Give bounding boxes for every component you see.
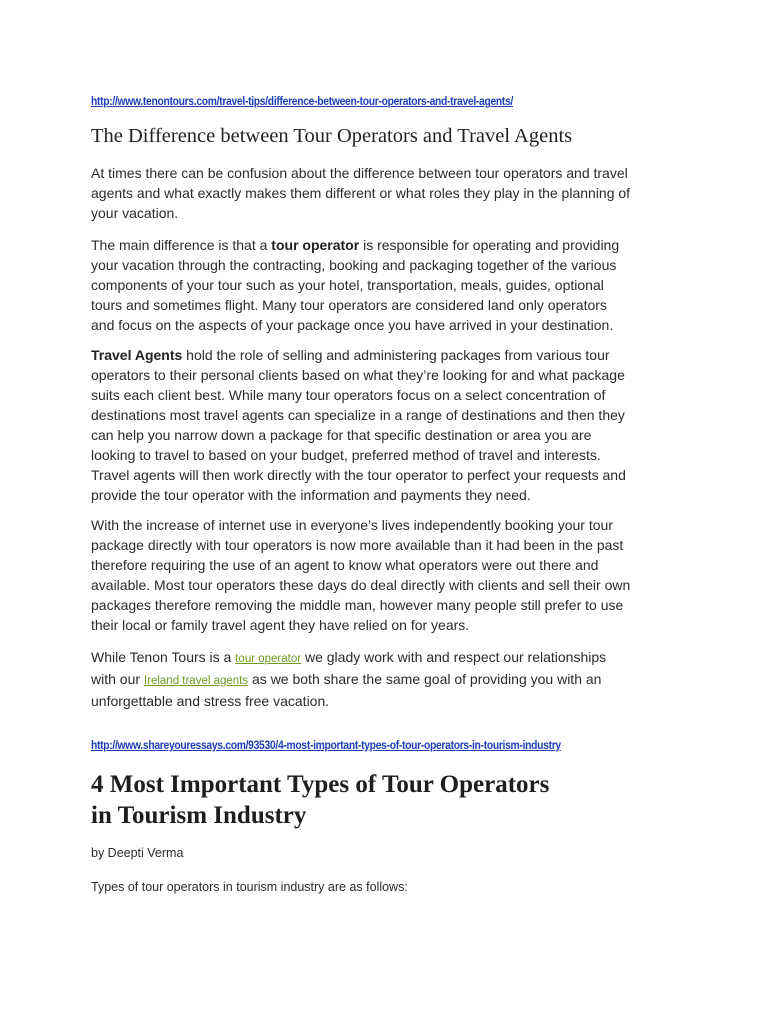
ireland-travel-agents-link[interactable]: Ireland travel agents <box>143 675 249 687</box>
source-link-tenontours[interactable]: http://www.tenontours.com/travel-tips/difference-between-tour-operators-and-travel-agents/ <box>91 94 514 108</box>
text-line: unforgettable and stress free vacation. <box>91 693 330 709</box>
paragraph-internet-booking <box>91 515 691 635</box>
paragraph-travel-agents <box>91 345 691 505</box>
text-line: agents and what exactly makes them different or what roles they play in the planning of <box>91 185 631 201</box>
text-line: looking to travel to based on your budget, preferred method of travel and interests. <box>91 447 601 463</box>
text-line: and focus on the aspects of your package once you have arrived in your destination. <box>91 317 614 333</box>
text-line: tours and sometimes flight. Many tour operators are considered land only operators <box>91 297 607 313</box>
text-line: packages therefore removing the middle man, however many people still prefer to use <box>91 597 624 613</box>
text-line: can help you narrow down a package for that specific destination or area you are <box>91 427 592 443</box>
text-run: is responsible for operating and providing <box>359 237 620 253</box>
text-line: destinations most travel agents can specialize in a range of destinations and then they <box>91 407 625 423</box>
text-line: suits each client best. While many tour operators focus on a select concentration of <box>91 387 606 403</box>
text-line: provide the tour operator with the information and payments they need. <box>91 487 531 503</box>
text-line: your vacation. <box>91 205 179 221</box>
section-heading-difference: The Difference between Tour Operators and Travel Agents <box>91 125 573 147</box>
text-line: therefore requiring the use of an agent to know what operators were out there and <box>91 557 599 573</box>
text-line: package directly with tour operators is now more available than it had been in the past <box>91 537 624 553</box>
title-line: 4 Most Important Types of Tour Operators <box>91 771 550 798</box>
text-line <box>91 235 691 255</box>
text-line: components of your tour such as your hotel, transportation, meals, guides, optional <box>91 277 604 293</box>
text-run: hold the role of selling and administering packages from various tour <box>182 347 610 363</box>
text-line: At times there can be confusion about the difference between tour operators and travel <box>91 165 628 181</box>
text-run: as we both share the same goal of providing you with an <box>248 671 602 687</box>
article-title <box>91 769 549 831</box>
text-run: The main difference is that a <box>91 237 272 253</box>
text-run: with our <box>91 671 144 687</box>
text-line: Travel agents will then work directly with the tour operator to perfect your requests and <box>91 467 626 483</box>
text-run: While Tenon Tours is a <box>91 649 236 665</box>
text-line: operators to their personal clients based on what they’re looking for and what package <box>91 367 625 383</box>
text-line <box>91 669 691 691</box>
paragraph-tour-operator <box>91 235 691 335</box>
text-line: their local or family travel agent they have relied on for years. <box>91 617 470 633</box>
text-line: With the increase of internet use in everyone’s lives independently booking your tour <box>91 517 613 533</box>
bold-term-tour-operator: tour operator <box>271 237 360 253</box>
text-line: your vacation through the contracting, booking and packaging together of the various <box>91 257 617 273</box>
text-line: available. Most tour operators these days do deal directly with clients and sell their own <box>91 577 631 593</box>
text-run: we glady work with and respect our relationships <box>301 649 607 665</box>
title-line: in Tourism Industry <box>91 802 307 829</box>
bold-term-travel-agents: Travel Agents <box>91 347 183 363</box>
paragraph-tenon-tours <box>91 647 691 711</box>
text-line <box>91 647 691 669</box>
intro-sentence: Types of tour operators in tourism industry are as follows: <box>91 880 408 894</box>
source-link-shareyouressays[interactable]: http://www.shareyouressays.com/93530/4-most-important-types-of-tour-operators-in-tourism-industry <box>91 738 561 752</box>
byline: by Deepti Verma <box>91 846 184 860</box>
text-line <box>91 345 691 365</box>
paragraph-intro <box>91 163 691 223</box>
tour-operator-link[interactable]: tour operator <box>235 653 302 665</box>
